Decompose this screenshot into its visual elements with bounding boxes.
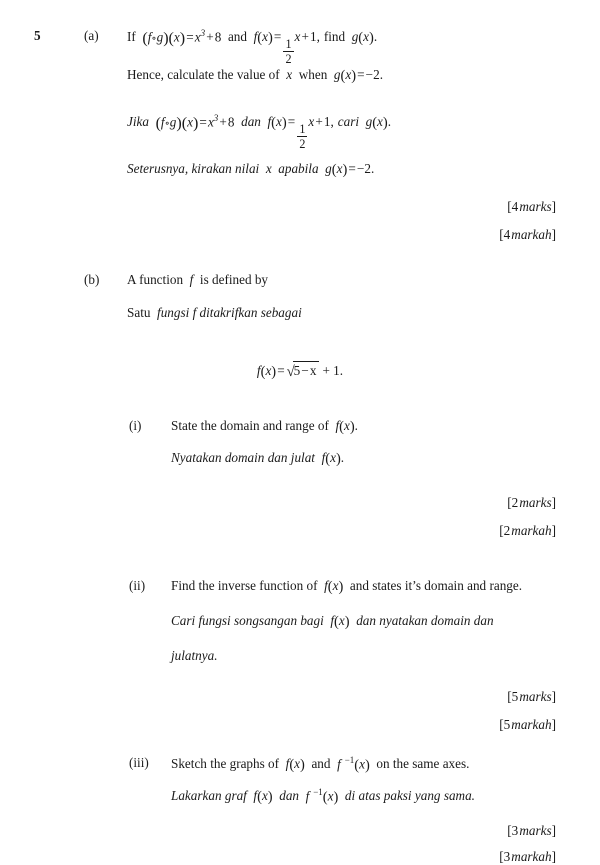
const-1: 1 bbox=[323, 114, 331, 130]
sym-x: x bbox=[194, 29, 201, 45]
sym-x: x bbox=[265, 362, 272, 378]
part-a-statement-en bbox=[127, 28, 377, 65]
expr-g-equals-neg2: g(x) = −2. bbox=[333, 67, 383, 84]
sym-x: x bbox=[308, 114, 315, 130]
sym-x: x bbox=[309, 363, 317, 378]
marks-count: 2 bbox=[503, 523, 511, 538]
composition-ring-icon: ∘ bbox=[164, 118, 170, 130]
expr-g-of-x: g(x). bbox=[351, 29, 378, 47]
part-a-jika-word: Jika bbox=[127, 114, 149, 130]
const-8: 8 bbox=[214, 29, 222, 45]
part-b-intro-my-text: fungsi f ditakrifkan sebagai bbox=[157, 305, 302, 320]
marks-count: 2 bbox=[511, 495, 519, 510]
expr-f-definition: f(x) = $\frac{1}{2}$ x + 1, bbox=[253, 29, 320, 66]
marks-part-a-en: [4 marks] bbox=[507, 199, 556, 214]
const-8: 8 bbox=[227, 114, 235, 130]
sym-f: f bbox=[160, 114, 165, 130]
sym-x: x bbox=[343, 418, 350, 433]
marks-word: marks bbox=[519, 689, 552, 704]
marks-count: 3 bbox=[511, 823, 519, 838]
part-b-intro-en bbox=[127, 272, 268, 288]
marks-word: markah bbox=[511, 227, 552, 242]
subpart-iii-text-en-post: on the same axes. bbox=[376, 756, 470, 772]
subpart-label-i: (i) bbox=[129, 418, 142, 433]
marks-word: marks bbox=[519, 199, 552, 214]
sym-x: x bbox=[327, 788, 334, 804]
sym-x: x bbox=[359, 756, 365, 772]
sym-f: f bbox=[337, 756, 341, 772]
const-5: 5 bbox=[293, 363, 301, 378]
function-definition-equation bbox=[0, 361, 600, 381]
inverse-exponent: −1 bbox=[313, 787, 323, 797]
subpart-i-text-en: State the domain and range of bbox=[171, 418, 329, 433]
const-neg-2: −2. bbox=[356, 161, 375, 176]
sym-x: x bbox=[338, 613, 345, 628]
sym-f: f bbox=[256, 362, 261, 378]
sym-f: f bbox=[253, 29, 258, 45]
part-a-find-word: find bbox=[323, 29, 346, 45]
sym-f: f bbox=[335, 418, 340, 433]
sym-g: g bbox=[351, 29, 359, 45]
const-neg-2: −2. bbox=[365, 67, 383, 82]
var-x: x bbox=[265, 161, 272, 176]
subpart-ii-statement-my-line2 bbox=[171, 648, 218, 664]
square-root bbox=[286, 361, 319, 381]
question-number: 5 bbox=[34, 28, 41, 43]
marks-subpart-i-en: [2 marks] bbox=[507, 495, 556, 510]
sym-f: f bbox=[147, 29, 152, 45]
sym-x: x bbox=[336, 161, 343, 176]
paren-open: ( bbox=[142, 30, 148, 48]
part-a-apabila-word: apabila bbox=[278, 161, 319, 176]
marks-part-a-my: [4 markah] bbox=[499, 227, 556, 242]
fraction-numerator: 1 bbox=[299, 121, 306, 136]
subpart-iii-text-my-pre: Lakarkan graf bbox=[171, 788, 247, 804]
paren-open: ( bbox=[168, 30, 174, 48]
fraction-numerator: 1 bbox=[285, 36, 292, 51]
expr-f-sqrt-definition: f(x) = √5 − x + 1. bbox=[256, 362, 344, 380]
subpart-i-statement-my bbox=[171, 450, 344, 468]
expr-g-of-x: g(x). bbox=[365, 114, 392, 132]
paren-close: ) bbox=[163, 30, 169, 48]
part-a-statement-my bbox=[127, 113, 391, 150]
sym-x: x bbox=[187, 114, 193, 130]
sym-f: f bbox=[285, 756, 290, 772]
subpart-iii-statement-my bbox=[171, 787, 475, 806]
inverse-exponent: −1 bbox=[344, 755, 355, 765]
subpart-i-text-my: Nyatakan domain dan julat bbox=[171, 450, 315, 465]
expr-f-of-x: f(x) bbox=[330, 613, 350, 630]
marks-subpart-i-my: [2 markah] bbox=[499, 523, 556, 538]
part-b-satu-word: Satu bbox=[127, 305, 151, 320]
expr-fog-composition: (f∘g)(x) = $x^3$ + 8 bbox=[155, 113, 235, 133]
sym-f: f bbox=[305, 788, 310, 804]
subpart-ii-statement-en bbox=[171, 578, 522, 596]
comma: , bbox=[316, 29, 320, 45]
fraction-one-half bbox=[297, 123, 307, 150]
expr-fog-composition: (f∘g)(x) = $x^3$ + 8 bbox=[142, 28, 222, 48]
expr-f-of-x: f(x). bbox=[335, 418, 358, 435]
part-a-and-word: and bbox=[227, 29, 247, 45]
subpart-iii-and-word: and bbox=[311, 756, 331, 772]
part-a-hence-en bbox=[127, 67, 383, 85]
comma: , bbox=[330, 114, 334, 130]
part-a-hence-my bbox=[127, 161, 374, 179]
sym-x: x bbox=[345, 67, 352, 82]
part-a-when-word: when bbox=[298, 67, 328, 82]
radicand: 5 − x bbox=[293, 363, 317, 378]
sym-f: f bbox=[324, 578, 328, 593]
marks-count: 4 bbox=[503, 227, 511, 242]
sym-x: x bbox=[173, 29, 180, 45]
expr-f-inverse-of-x: f $^{-1}$(x) bbox=[337, 755, 370, 774]
marks-count: 4 bbox=[511, 199, 519, 214]
expr-f-of-x: f(x). bbox=[321, 450, 345, 467]
composition-ring-icon: ∘ bbox=[151, 33, 157, 45]
marks-subpart-ii-en: [5 marks] bbox=[507, 689, 556, 704]
subpart-iii-text-my-post: di atas paksi yang sama. bbox=[344, 788, 475, 804]
marks-count: 5 bbox=[503, 717, 511, 732]
part-label-a: (a) bbox=[84, 28, 99, 43]
subpart-ii-text-my-line2: julatnya. bbox=[171, 648, 218, 663]
sym-g: g bbox=[365, 114, 373, 130]
sym-g: g bbox=[325, 161, 332, 176]
part-a-if-word: If bbox=[127, 29, 136, 45]
part-b-intro-my bbox=[127, 305, 302, 321]
subpart-ii-statement-my bbox=[171, 613, 494, 631]
subpart-ii-text-my-pre: Cari fungsi songsangan bagi bbox=[171, 613, 324, 628]
part-a-dan-word: dan bbox=[241, 114, 261, 130]
expr-f-inverse-of-x: f $^{-1}$(x) bbox=[305, 787, 339, 806]
sym-x: x bbox=[207, 114, 214, 130]
exponent-3: 3 bbox=[213, 113, 219, 123]
period: . bbox=[340, 450, 345, 465]
subpart-iii-statement-en bbox=[171, 755, 469, 774]
marks-word: marks bbox=[519, 823, 552, 838]
sqrt-tail: + 1. bbox=[322, 362, 344, 378]
sym-g: g bbox=[169, 114, 177, 130]
sym-x: x bbox=[363, 29, 369, 45]
marks-word: markah bbox=[511, 523, 552, 538]
expr-f-of-x: f(x) bbox=[285, 756, 305, 774]
sym-f: f bbox=[267, 114, 272, 130]
subpart-iii-dan-word: dan bbox=[279, 788, 300, 804]
expr-f-definition: f(x) = $\frac{1}{2}$ x + 1, bbox=[267, 114, 334, 151]
sym-x: x bbox=[262, 29, 268, 45]
sym-x: x bbox=[294, 756, 301, 772]
fraction-one-half bbox=[283, 38, 293, 65]
subpart-iii-text-en-pre: Sketch the graphs of bbox=[171, 756, 280, 772]
subpart-ii-text-my-post: dan nyatakan domain dan bbox=[356, 613, 494, 628]
part-b-intro-pre: A function bbox=[127, 272, 184, 287]
sym-x: x bbox=[330, 450, 336, 465]
part-a-cari-word: cari bbox=[337, 114, 359, 130]
marks-word: markah bbox=[511, 717, 552, 732]
exponent-3: 3 bbox=[200, 28, 206, 38]
period: . bbox=[387, 114, 392, 130]
sym-g: g bbox=[333, 67, 341, 82]
expr-f-of-x: f(x) bbox=[253, 788, 273, 806]
subpart-label-iii: (iii) bbox=[129, 755, 149, 770]
sym-g: g bbox=[156, 29, 164, 45]
subpart-i-statement-en bbox=[171, 418, 358, 436]
subpart-label-ii: (ii) bbox=[129, 578, 146, 593]
marks-subpart-iii-my: [3 markah] bbox=[499, 849, 556, 864]
part-a-seterusnya-text: Seterusnya, kirakan nilai bbox=[127, 161, 260, 176]
expr-g-equals-neg2: g(x) = −2. bbox=[325, 161, 375, 178]
sym-f: f bbox=[253, 788, 258, 804]
marks-subpart-iii-en: [3 marks] bbox=[507, 823, 556, 838]
paren-close: ) bbox=[179, 30, 186, 48]
marks-word: marks bbox=[519, 495, 552, 510]
sym-f: f bbox=[330, 613, 335, 628]
expr-f-of-x: f(x) bbox=[324, 578, 344, 595]
sym-f: f bbox=[321, 450, 326, 465]
marks-count: 3 bbox=[503, 849, 511, 864]
sym-x: x bbox=[261, 788, 268, 804]
const-1: 1 bbox=[310, 29, 317, 45]
period: . bbox=[373, 29, 378, 45]
sym-x: x bbox=[377, 114, 383, 130]
marks-subpart-ii-my: [5 markah] bbox=[499, 717, 556, 732]
marks-word: markah bbox=[511, 849, 552, 864]
sym-x: x bbox=[332, 578, 339, 593]
subpart-ii-text-en-post: and states it’s domain and range. bbox=[349, 578, 523, 593]
sym-f: f bbox=[189, 272, 194, 287]
var-x: x bbox=[286, 67, 293, 82]
part-label-b: (b) bbox=[84, 272, 100, 287]
fraction-denominator: 2 bbox=[299, 136, 306, 151]
sym-x: x bbox=[294, 29, 301, 45]
marks-count: 5 bbox=[511, 689, 519, 704]
part-b-intro-post: is defined by bbox=[199, 272, 269, 287]
part-a-hence-text: Hence, calculate the value of bbox=[127, 67, 280, 82]
sym-x: x bbox=[276, 114, 282, 130]
subpart-ii-text-en-pre: Find the inverse function of bbox=[171, 578, 318, 593]
fraction-denominator: 2 bbox=[285, 51, 292, 66]
radical-sign-icon: √ bbox=[286, 363, 295, 380]
period: . bbox=[354, 418, 358, 433]
